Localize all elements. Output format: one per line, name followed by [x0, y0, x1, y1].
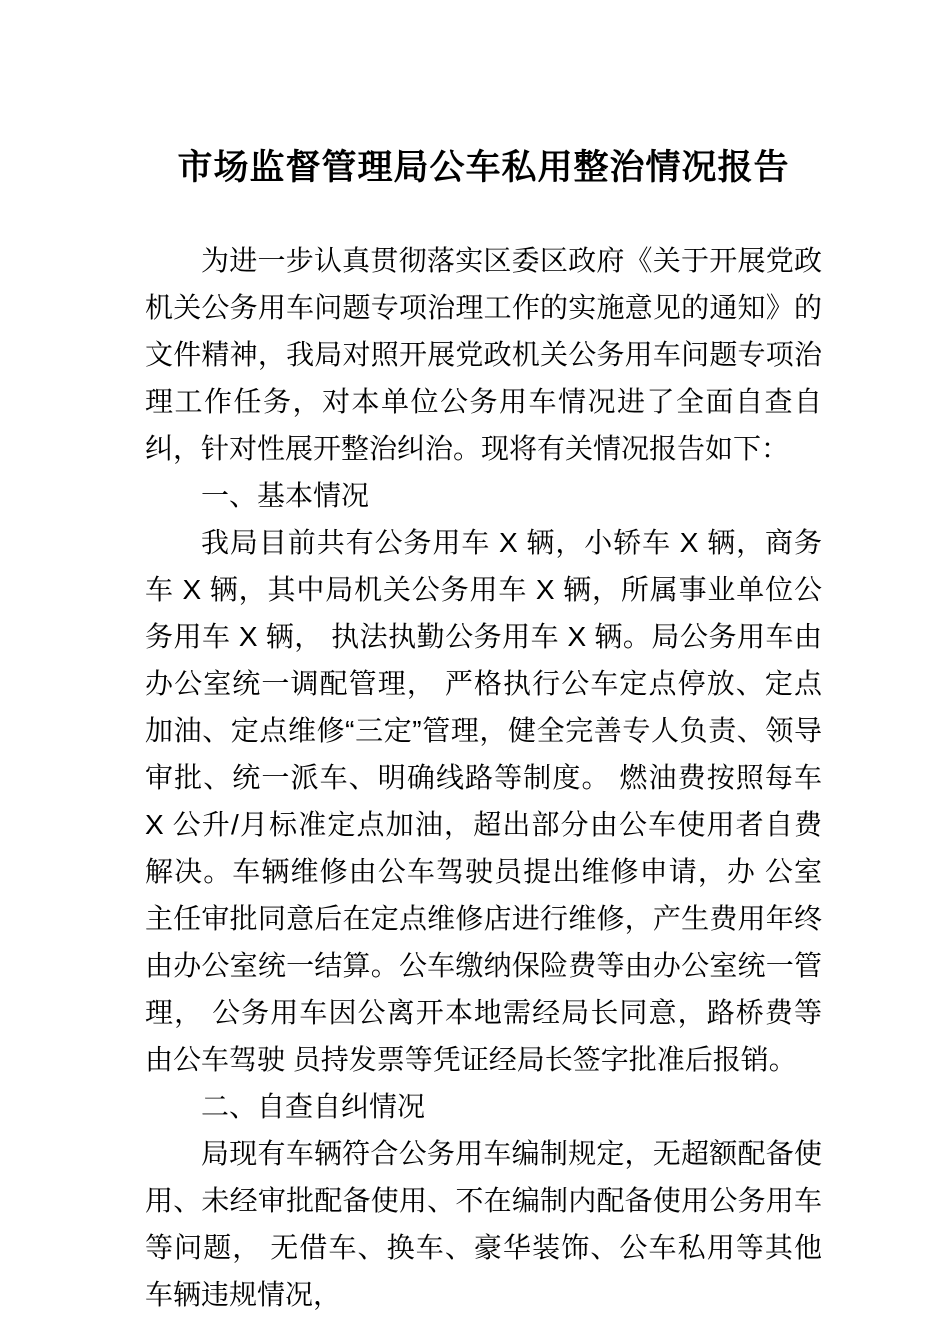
section-heading-2: 二、自查自纠情况 [201, 1090, 426, 1122]
document-title: 市场监督管理局公车私用整治情况报告 [177, 148, 790, 187]
section-heading-1: 一、基本情况 [201, 479, 370, 511]
paragraph-self-inspection: 局现有车辆符合公务用车编制规定，无超额配备使用、未经审批配备使用、不在编制内配备使用公务用车等问题， 无借车、换车、豪华装饰、公车私用等其他车辆违规情况， [145, 1137, 822, 1310]
paragraph-intro: 为进一步认真贯彻落实区委区政府《关于开展党政机关公务用车问题专项治理工作的实施意见的通知》的文件精神，我局对照开展党政机关公务用车问题专项治理工作任务，对本单位公务用车情况进了全面自查自纠，针对性展开整治纠治。现将有关情况报告如下： [145, 244, 822, 464]
paragraph-basic-situation: 我局目前共有公务用车 X 辆，小轿车 X 辆，商务车 X 辆，其中局机关公务用车 X 辆，所属事业单位公务用车 X 辆， 执法执勤公务用车 X 辆。局公务用车由办公室统一调配管理， 严格执行公车定点停放、定点加油、定点维修“三定”管理，健全完善专人负责、领导审批、统一派车、明确线路等制度。 燃油费按照每车 X 公升/月标准定点加油，超出部分由公车使用者自费解决。车辆维修由公车驾驶员提出维修申请，办 公室主任审批同意后在定点维修店进行维修，产生费用年终由办公室统一结算。公车缴纳保险费等由办公室统一管理， 公务用车因公离开本地需经局长同意，路桥费等由公车驾驶 员持发票等凭证经局长签字批准后报销。 [145, 526, 822, 1075]
